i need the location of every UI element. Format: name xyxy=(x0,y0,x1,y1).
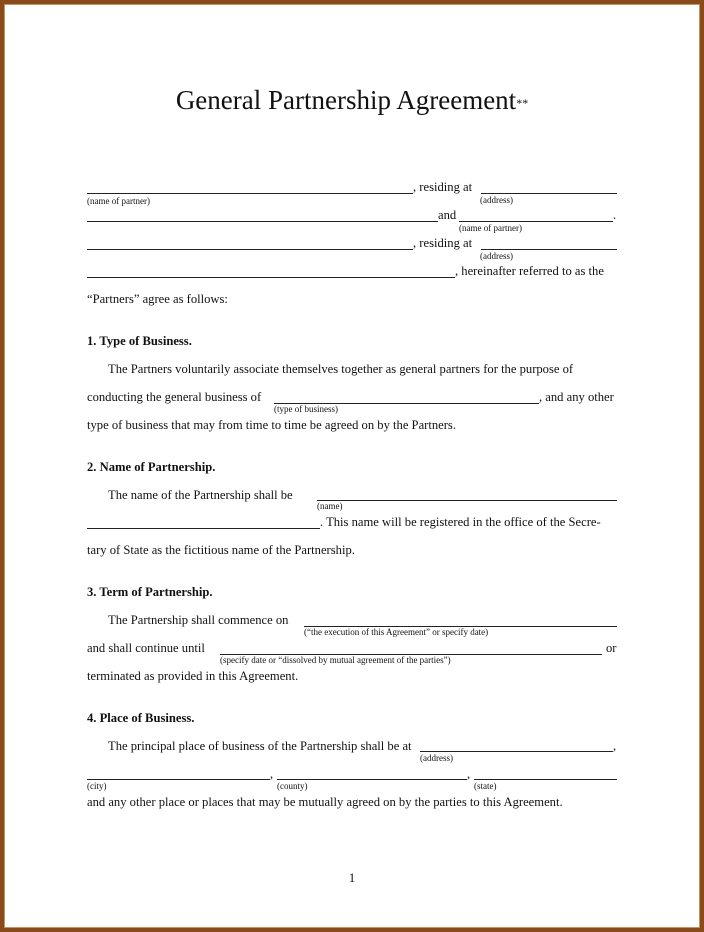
city-blank[interactable] xyxy=(87,779,270,780)
document-title xyxy=(0,84,704,119)
county-blank[interactable] xyxy=(277,779,467,780)
city-comma: , xyxy=(270,767,274,781)
section-3-line-3: terminated as provided in this Agreement. xyxy=(87,669,299,683)
caption-state: (state) xyxy=(474,781,497,791)
section-1-heading: 1. Type of Business. xyxy=(87,334,192,348)
caption-continue-until: (specify date or “dissolved by mutual agreement of the parties”) xyxy=(220,655,451,665)
caption-type-of-business: (type of business) xyxy=(274,404,338,414)
hereinafter-text: , hereinafter referred to as the xyxy=(455,264,604,278)
and-label: and xyxy=(438,208,457,222)
caption-city: (city) xyxy=(87,781,107,791)
partners-agree-text: “Partners” agree as follows: xyxy=(87,292,228,306)
title-footnote-mark: ** xyxy=(516,96,529,110)
section-4-line-1a: The principal place of business of the Partnership shall be at xyxy=(108,739,412,753)
partnership-name-blank-continued[interactable] xyxy=(87,528,320,529)
section-1-line-2b: , and any other xyxy=(539,390,614,404)
section-2-line-2: . This name will be registered in the office of the Secre- xyxy=(320,515,601,529)
section-4-heading: 4. Place of Business. xyxy=(87,711,195,725)
partner-3-name-blank[interactable] xyxy=(459,221,613,222)
section-4-line-3: and any other place or places that may be mutually agreed on by the parties to this Agreement. xyxy=(87,795,563,809)
caption-name: (name) xyxy=(317,501,343,511)
residing-at-label-2: , residing at xyxy=(413,236,473,250)
partner-1-address-blank[interactable] xyxy=(481,193,617,194)
caption-address-1: (address) xyxy=(480,195,513,205)
section-3-line-1: The Partnership shall commence on xyxy=(108,613,289,627)
partnership-name-blank[interactable] xyxy=(317,500,617,501)
caption-business-address: (address) xyxy=(420,753,453,763)
state-blank[interactable] xyxy=(474,779,617,780)
section-4-line-1b: , xyxy=(613,739,617,753)
caption-address-2: (address) xyxy=(480,251,513,261)
section-3-line-2a: and shall continue until xyxy=(87,641,205,655)
caption-execution-date: (“the execution of this Agreement” or specify date) xyxy=(304,627,489,637)
page-number: 1 xyxy=(348,870,356,885)
caption-name-of-partner-2: (name of partner) xyxy=(459,223,522,233)
section-1-line-2a: conducting the general business of xyxy=(87,390,262,404)
business-address-blank[interactable] xyxy=(420,751,613,752)
caption-name-of-partner-1: (name of partner) xyxy=(87,196,150,206)
title-text: General Partnership Agreement xyxy=(175,85,517,115)
partner-2-address-blank[interactable] xyxy=(481,249,617,250)
section-3-heading: 3. Term of Partnership. xyxy=(87,585,213,599)
section-2-heading: 2. Name of Partnership. xyxy=(87,460,216,474)
section-2-line-1: The name of the Partnership shall be xyxy=(108,488,293,502)
section-2-line-3: tary of State as the fictitious name of the Partnership. xyxy=(87,543,355,557)
hereinafter-blank[interactable] xyxy=(87,277,455,278)
section-1-line-3: type of business that may from time to time be agreed on by the Partners. xyxy=(87,418,456,432)
section-3-line-2b: or xyxy=(606,641,617,655)
period-mark: . xyxy=(613,208,617,222)
residing-at-label-1: , residing at xyxy=(413,180,473,194)
partner-2-name-blank[interactable] xyxy=(87,221,438,222)
partner-3-address-prefix-blank[interactable] xyxy=(87,249,413,250)
caption-county: (county) xyxy=(277,781,308,791)
partner-1-name-blank[interactable] xyxy=(87,193,413,194)
county-comma: , xyxy=(467,767,471,781)
section-1-line-1: The Partners voluntarily associate themselves together as general partners for the purpose of xyxy=(108,362,574,376)
